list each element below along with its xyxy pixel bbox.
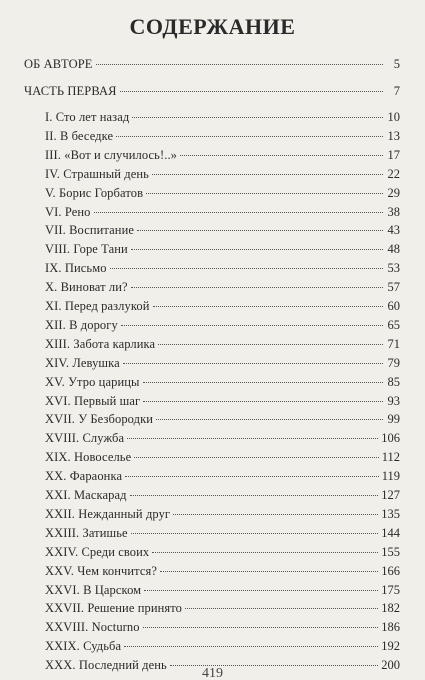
toc-chapter-row[interactable] [45,601,400,615]
chapter-title: XXVIII. Nocturno [45,620,140,635]
chapter-title: IV. Страшный день [45,166,149,181]
chapter-page: 175 [381,582,400,597]
toc-chapter-row[interactable] [45,545,400,559]
toc-entry-part-one[interactable] [24,84,400,98]
dot-leader [96,64,383,65]
chapter-title: XIX. Новоселье [45,450,132,465]
toc-chapter-row[interactable] [45,280,400,294]
toc-entry-label: ОБ АВТОРЕ [24,57,93,71]
chapter-title: VIII. Горе Тани [45,242,128,257]
dot-leader [132,117,383,118]
dot-leader [152,552,378,553]
chapter-title: XXX. Последний день [45,658,167,673]
dot-leader [123,363,383,364]
chapter-title: XXIV. Среди своих [45,544,150,559]
dot-leader [153,306,383,307]
toc-chapter-row[interactable] [45,488,400,502]
chapter-page: 22 [387,166,400,181]
toc-entry-about-author[interactable] [24,57,400,71]
dot-leader [127,438,378,439]
chapter-title: XXV. Чем кончится? [45,563,158,578]
chapter-title: XXI. Маскарад [45,488,127,502]
toc-chapter-row[interactable] [45,412,400,426]
chapter-title: XII. В дорогу [45,317,118,332]
chapter-page: 155 [381,544,400,559]
chapter-page: 166 [381,563,400,578]
dot-leader [134,457,378,458]
toc-chapter-row[interactable] [45,167,400,181]
chapter-title: II. В беседке [45,128,114,143]
chapter-page: 53 [387,261,400,276]
toc-chapter-row[interactable] [45,469,400,483]
dot-leader [173,514,378,515]
toc-chapter-row[interactable] [45,583,400,597]
chapter-title: XX. Фараонка [45,469,123,484]
toc-chapter-row[interactable] [45,261,400,275]
chapter-title: XXVI. В Царском [45,582,142,597]
chapter-title: XXII. Нежданный друг [45,506,171,521]
chapter-page: 48 [387,242,400,257]
chapter-page: 29 [387,185,400,200]
dot-leader [180,155,383,156]
chapter-title: XIII. Забота карлика [45,336,156,351]
toc-chapter-row[interactable] [45,375,400,389]
chapter-title: XXIII. Затишье [45,525,128,540]
page-number: 419 [202,666,223,680]
chapter-page: 99 [387,412,400,427]
chapter-page: 17 [387,147,400,162]
chapter-title: I. Сто лет назад [45,110,130,124]
dot-leader [152,174,383,175]
chapter-page: 65 [387,317,400,332]
toc-entry-label: ЧАСТЬ ПЕРВАЯ [24,84,117,98]
toc-chapter-row[interactable] [45,431,400,445]
toc-chapter-row[interactable] [45,394,400,408]
dot-leader [131,249,383,250]
dot-leader [124,646,378,647]
dot-leader [143,382,383,383]
toc-chapter-row[interactable] [45,450,400,464]
dot-leader [156,419,383,420]
chapter-page: 93 [387,393,400,408]
dot-leader [120,91,383,92]
chapter-title: VI. Рено [45,204,91,219]
chapter-page: 60 [387,299,400,313]
dot-leader [143,627,379,628]
toc-chapter-row[interactable] [45,129,400,143]
toc-chapter-row[interactable] [45,110,400,124]
dot-leader [131,287,383,288]
dot-leader [94,212,383,213]
dot-leader [143,401,383,402]
toc-chapter-row[interactable] [45,205,400,219]
dot-leader [110,268,383,269]
chapter-title: XVI. Первый шаг [45,393,141,408]
toc-entry-page: 7 [393,84,400,98]
chapter-title: XV. Утро царицы [45,374,140,389]
dot-leader [185,608,378,609]
toc-chapter-row[interactable] [45,299,400,313]
chapter-title: XIV. Левушка [45,355,120,370]
chapter-page: 85 [387,374,400,389]
chapter-page: 135 [381,506,400,521]
toc-chapter-row[interactable] [45,507,400,521]
chapter-title: III. «Вот и случилось!..» [45,147,178,162]
toc-entry-page: 5 [393,57,400,71]
dot-leader [160,571,378,572]
chapter-page: 200 [381,658,400,673]
chapter-title: V. Борис Горбатов [45,185,144,200]
chapter-page: 71 [387,336,400,351]
chapter-page: 186 [381,620,400,635]
toc-chapter-row[interactable] [45,620,400,634]
toc-chapter-row[interactable] [45,223,400,237]
chapter-title: XVII. У Безбородки [45,412,154,427]
toc-chapter-row[interactable] [45,337,400,351]
dot-leader [130,495,379,496]
chapter-page: 57 [387,280,400,295]
toc-chapter-row[interactable] [45,564,400,578]
dot-leader [137,230,383,231]
chapter-page: 79 [387,355,400,370]
toc-chapter-row[interactable] [45,639,400,653]
chapter-page: 144 [381,525,400,540]
dot-leader [131,533,379,534]
dot-leader [121,325,383,326]
chapter-title: XVIII. Служба [45,431,125,446]
chapter-page: 13 [387,128,400,143]
chapter-page: 182 [381,601,400,616]
chapter-page: 119 [381,469,400,484]
chapter-title: VII. Воспитание [45,223,135,238]
dot-leader [158,344,383,345]
chapter-title: XXVII. Решение принято [45,601,183,616]
dot-leader [116,136,383,137]
toc-chapter-row[interactable] [45,186,400,200]
chapter-page: 10 [387,110,400,124]
chapter-title: XI. Перед разлукой [45,299,150,313]
toc-chapter-row[interactable] [45,526,400,540]
toc-chapter-row[interactable] [45,148,400,162]
dot-leader [146,193,383,194]
chapter-title: X. Виноват ли? [45,280,128,295]
dot-leader [144,590,378,591]
toc-chapter-row[interactable] [45,242,400,256]
dot-leader [125,476,379,477]
chapter-title: IX. Письмо [45,261,107,276]
chapter-page: 192 [381,639,400,654]
chapter-page: 43 [387,223,400,238]
chapter-page: 106 [381,431,400,446]
toc-chapter-row[interactable] [45,356,400,370]
page-title: СОДЕРЖАНИЕ [129,14,296,39]
chapter-page: 112 [381,450,400,465]
chapter-page: 38 [387,204,400,219]
chapter-page: 127 [381,488,400,502]
toc-chapter-row[interactable] [45,318,400,332]
chapter-title: XXIX. Судьба [45,639,122,654]
